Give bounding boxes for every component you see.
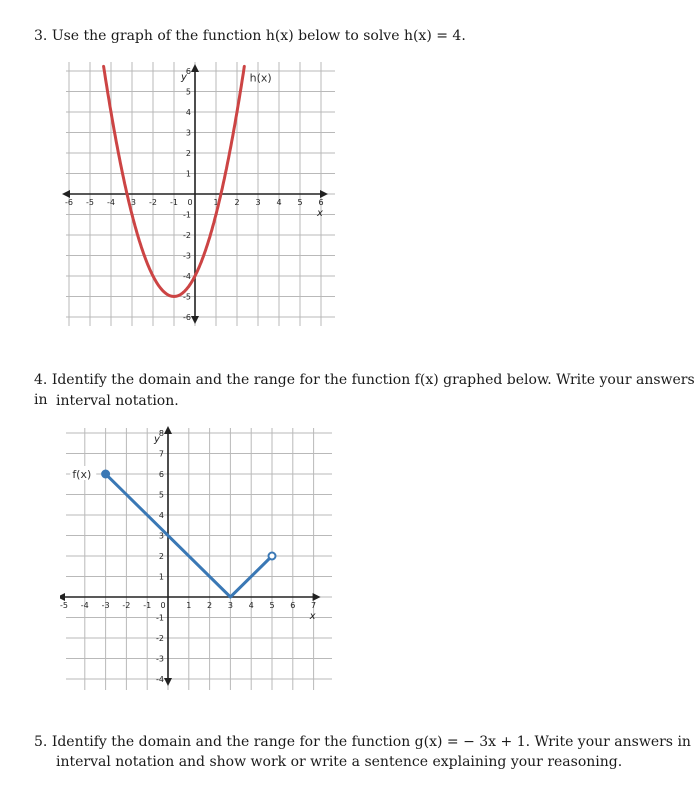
question-3-text: Use the graph of the function h(x) below to solve h(x) = 4. <box>51 28 466 44</box>
y-tick-label: 4 <box>158 511 164 520</box>
x-tick-label: 1 <box>213 198 219 207</box>
f-of-x-closed-endpoint <box>102 470 110 478</box>
y-axis-arrow-up <box>191 64 199 72</box>
x-tick-label: 6 <box>318 198 324 207</box>
y-tick-label: 3 <box>185 128 191 138</box>
y-tick-label: 1 <box>158 572 164 582</box>
x-tick-label: 6 <box>290 601 296 610</box>
x-tick-label: -4 <box>107 198 115 207</box>
y-axis-arrow-up <box>164 426 172 434</box>
y-tick-label: -5 <box>183 292 191 302</box>
question-4-prompt-line2 <box>56 391 179 411</box>
x-tick-label: 0 <box>187 198 193 207</box>
y-axis-arrow-down <box>164 678 172 686</box>
x-tick-label: 5 <box>269 601 275 610</box>
y-tick-label: 4 <box>185 108 191 117</box>
x-tick-label: 0 <box>160 601 166 610</box>
question-5-prompt-line2 <box>56 752 622 772</box>
y-tick-label: 3 <box>158 531 164 541</box>
graph-f-of-x <box>60 420 340 696</box>
y-tick-label: 2 <box>185 149 191 158</box>
y-tick-label: 6 <box>158 470 164 479</box>
question-4-text-line2: interval notation. <box>56 393 179 409</box>
y-tick-label: 8 <box>158 429 164 438</box>
x-tick-label: 2 <box>234 198 240 207</box>
y-tick-label: 7 <box>158 449 164 459</box>
y-tick-label: -1 <box>156 613 164 623</box>
x-tick-label: 5 <box>297 198 303 207</box>
x-tick-label: -4 <box>80 601 89 610</box>
y-tick-label: 5 <box>158 490 164 500</box>
f-of-x-open-endpoint <box>269 553 276 560</box>
question-5-text-line2: interval notation and show work or write a sentence explaining your reasoning. <box>56 754 623 770</box>
x-tick-label: -3 <box>101 601 110 610</box>
h-of-x-label: h(x) <box>249 71 272 85</box>
y-tick-label: -4 <box>183 272 191 281</box>
y-tick-label: 6 <box>185 67 191 76</box>
x-axis-label: x <box>317 208 323 219</box>
x-tick-label: 1 <box>186 601 192 610</box>
y-tick-label: -3 <box>156 654 164 664</box>
y-tick-label: 5 <box>185 87 191 97</box>
grid-lines <box>66 428 332 690</box>
x-tick-label: -2 <box>122 601 131 610</box>
x-axis-arrow-left <box>62 190 70 198</box>
y-tick-label: -2 <box>156 634 164 643</box>
y-tick-label: -3 <box>183 251 191 261</box>
y-tick-label: -6 <box>183 313 191 322</box>
y-tick-label: -2 <box>183 231 191 240</box>
y-axis-label: y <box>181 72 187 83</box>
question-4-number: 4. <box>34 372 48 388</box>
x-tick-label: -3 <box>128 198 136 207</box>
x-axis-arrow-left <box>60 593 65 601</box>
x-tick-label: 4 <box>248 601 254 610</box>
graph-h-of-x <box>60 58 340 332</box>
y-axis-arrow-down <box>191 316 199 324</box>
x-tick-label: -6 <box>65 198 73 207</box>
x-tick-label: 4 <box>276 198 282 207</box>
y-tick-label: -1 <box>183 210 191 220</box>
x-tick-label: -5 <box>86 198 94 207</box>
f-of-x-label: f(x) <box>72 468 92 481</box>
question-3-number: 3. <box>34 28 48 44</box>
y-tick-label: -4 <box>156 675 164 684</box>
x-tick-label: 3 <box>255 198 261 207</box>
x-axis-label: x <box>309 611 316 622</box>
y-tick-label: 1 <box>185 169 191 179</box>
y-axis-label: y <box>154 434 160 445</box>
x-tick-label: -5 <box>60 601 68 610</box>
x-tick-label: -1 <box>170 198 178 207</box>
y-tick-label: 2 <box>158 552 164 561</box>
question-3-prompt <box>34 26 466 46</box>
x-tick-label: -2 <box>149 198 157 207</box>
question-5-number: 5. <box>34 734 48 750</box>
x-tick-label: -1 <box>143 601 152 610</box>
x-tick-label: 2 <box>207 601 213 610</box>
question-5-prompt <box>34 732 691 752</box>
question-4-text-line1: Identify the domain and the range for the function f(x) graphed below. Write your answers in <box>34 372 695 408</box>
question-5-text-line1: Identify the domain and the range for the function g(x) = − 3x + 1. Write your answers in <box>51 734 691 750</box>
x-axis-arrow-right <box>313 593 321 601</box>
x-axis-arrow-right <box>320 190 328 198</box>
x-tick-label: 3 <box>227 601 233 610</box>
x-tick-label: 7 <box>311 601 317 610</box>
